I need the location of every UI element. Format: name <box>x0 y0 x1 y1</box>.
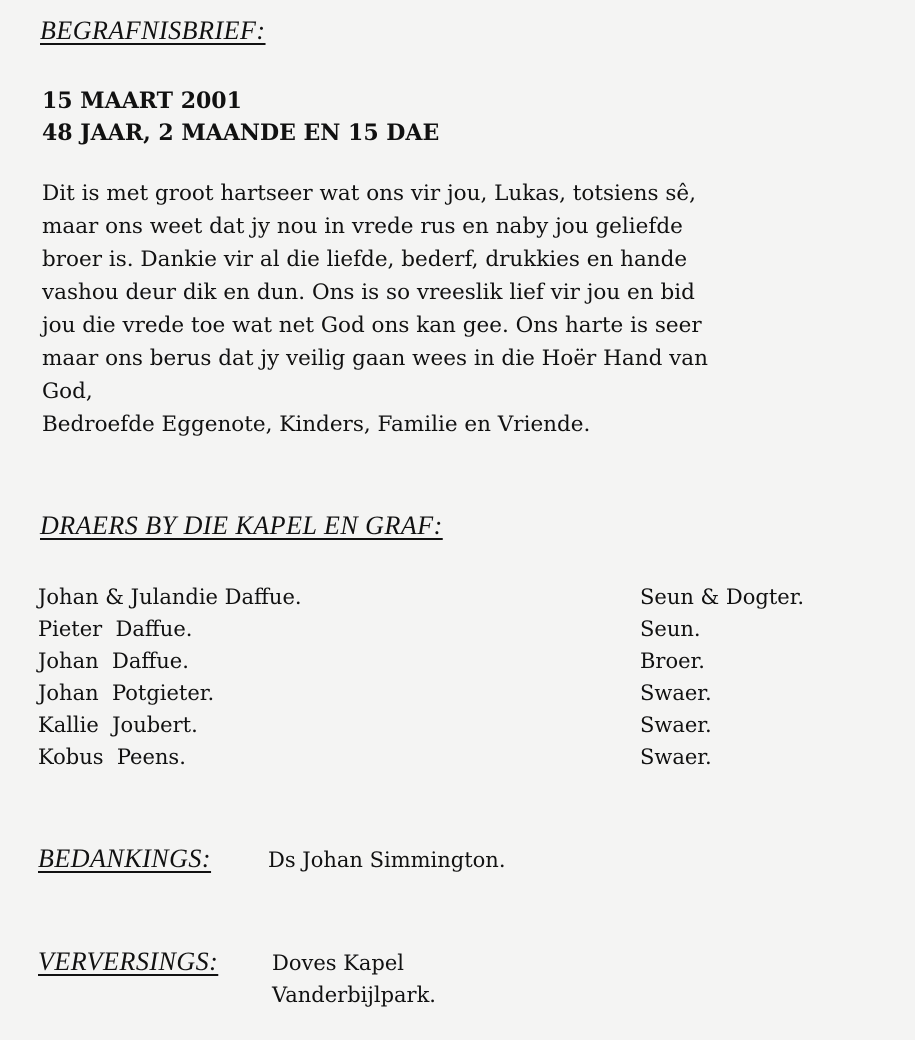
verversings-line: Vanderbijlpark. <box>272 983 436 1007</box>
heading-bedankings: BEDANKINGS: <box>38 844 212 873</box>
heading-verversings: VERVERSINGS: <box>38 947 219 976</box>
bearer-name: Johan Potgieter. <box>38 681 215 705</box>
verversings-line: Doves Kapel <box>272 951 405 975</box>
funeral-date: 15 MAART 2001 <box>42 88 242 114</box>
bearer-name: Johan & Julandie Daffue. <box>38 585 302 609</box>
bearer-relation: Swaer. <box>640 681 712 705</box>
bearer-relation: Seun & Dogter. <box>640 585 805 609</box>
bearer-relation: Swaer. <box>640 745 712 769</box>
letter-line: maar ons weet dat jy nou in vrede rus en naby jou geliefde <box>42 214 683 239</box>
letter-signature: Bedroefde Eggenote, Kinders, Familie en Vriende. <box>42 412 591 437</box>
age-line: 48 JAAR, 2 MAANDE EN 15 DAE <box>42 120 440 146</box>
heading-begrafnisbrief: BEGRAFNISBRIEF: <box>40 16 266 45</box>
letter-line: God, <box>42 379 93 404</box>
bearer-name: Johan Daffue. <box>38 649 189 673</box>
bearer-name: Kallie Joubert. <box>38 713 198 737</box>
bearer-relation: Broer. <box>640 649 705 673</box>
bedankings-value: Ds Johan Simmington. <box>268 848 506 872</box>
bearer-relation: Swaer. <box>640 713 712 737</box>
letter-line: vashou deur dik en dun. Ons is so vreeslik lief vir jou en bid <box>42 280 695 305</box>
letter-line: maar ons berus dat jy veilig gaan wees in die Hoër Hand van <box>42 346 708 371</box>
bearer-relation: Seun. <box>640 617 701 641</box>
bearer-name: Kobus Peens. <box>38 745 186 769</box>
letter-line: broer is. Dankie vir al die liefde, bederf, drukkies en hande <box>42 247 688 272</box>
letter-line: Dit is met groot hartseer wat ons vir jou, Lukas, totsiens sê, <box>42 181 696 206</box>
letter-line: jou die vrede toe wat net God ons kan gee. Ons harte is seer <box>42 313 702 338</box>
heading-draers: DRAERS BY DIE KAPEL EN GRAF: <box>40 511 443 540</box>
bearer-name: Pieter Daffue. <box>38 617 193 641</box>
